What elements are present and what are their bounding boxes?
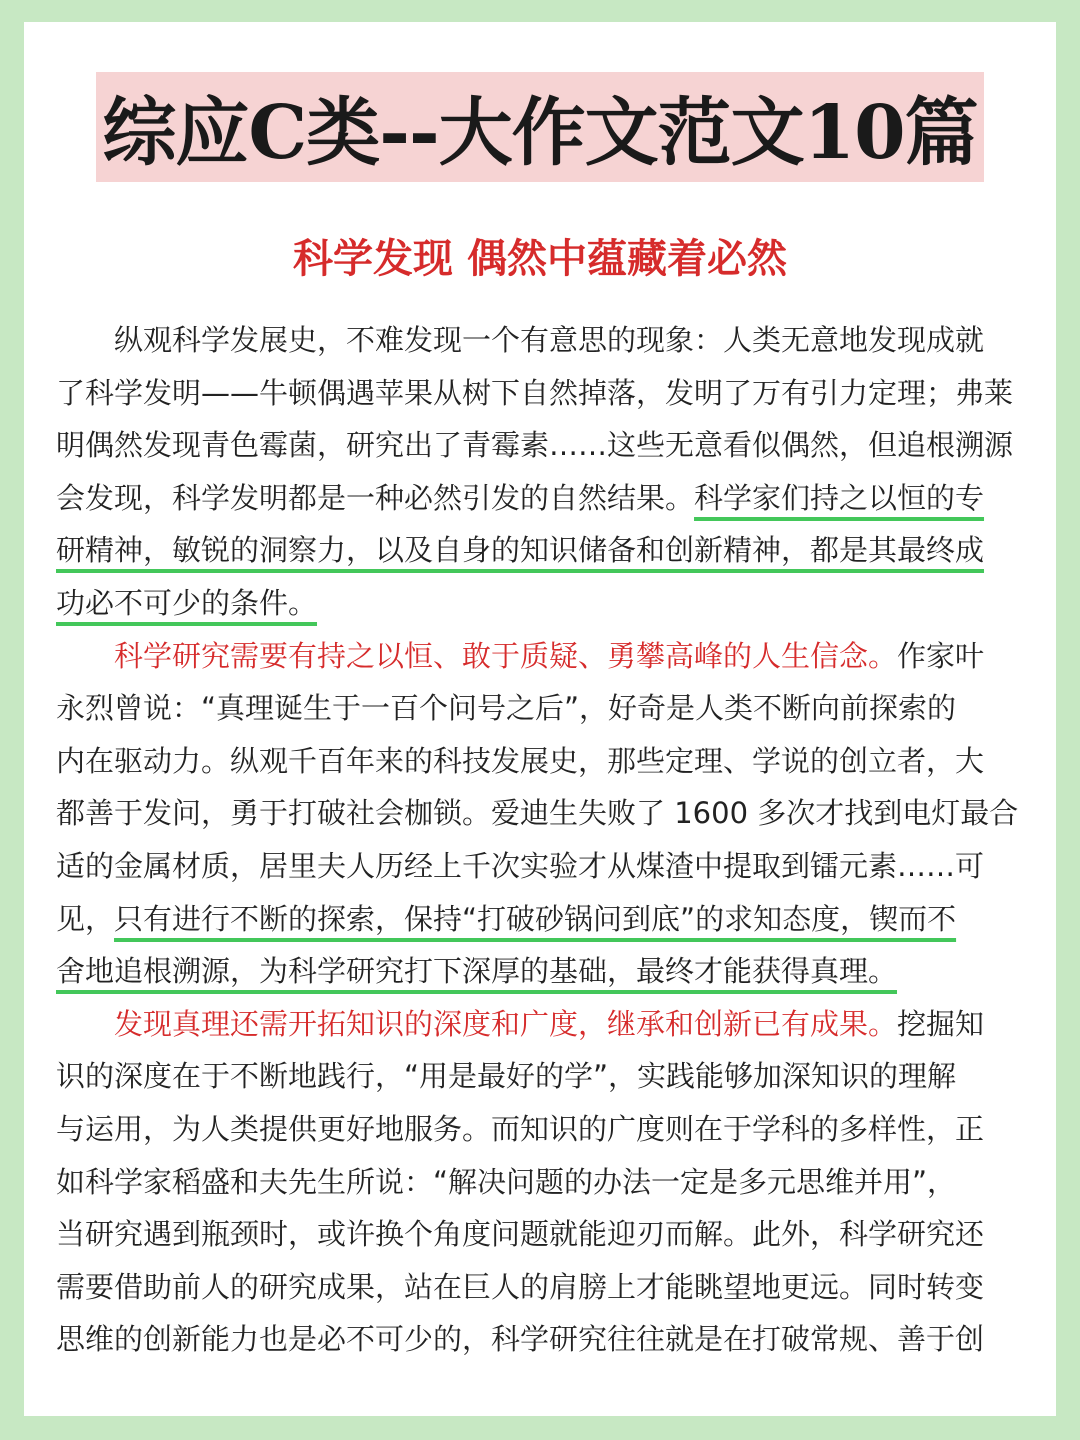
text-line — [56, 314, 1024, 367]
text-line — [56, 1103, 1024, 1156]
body-text: 纵观科学发展史，不难发现一个有意思的现象：人类无意地发现成就 — [114, 323, 985, 357]
essay-body — [56, 314, 1024, 1366]
text-line — [56, 630, 1024, 683]
title-banner — [96, 72, 984, 182]
body-text: 当研究遇到瓶颈时，或许换个角度问题就能迎刃而解。此外，科学研究还 — [56, 1217, 985, 1252]
body-text: 与运用，为人类提供更好地服务。而知识的广度则在于学科的多样性，正 — [56, 1111, 985, 1146]
underlined-text: 功必不可少的条件。 — [56, 585, 318, 620]
essay-subtitle: 科学发现 偶然中蕴藏着必然 — [293, 236, 787, 282]
text-line — [56, 577, 1024, 630]
document-page — [24, 22, 1056, 1416]
body-text: 作家叶 — [897, 638, 985, 673]
text-line — [56, 472, 1024, 525]
text-line — [56, 998, 1024, 1051]
text-line — [56, 419, 1024, 472]
body-text: 明偶然发现青色霉菌，研究出了青霉素……这些无意看似偶然，但追根溯源 — [56, 428, 1014, 463]
page-title: 综应C类--大作文范文10篇 — [102, 90, 978, 176]
underlined-text: 只有进行不断的探索，保持“打破砂锅问到底”的求知态度，锲而不 — [114, 901, 957, 936]
underlined-text: 舍地追根溯源，为科学研究打下深厚的基础，最终才能获得真理。 — [56, 954, 898, 989]
underlined-text: 科学家们持之以恒的专 — [694, 480, 985, 515]
text-line — [56, 367, 1024, 420]
text-line — [56, 787, 1024, 840]
body-text: 思维的创新能力也是必不可少的，科学研究往往就是在打破常规、善于创 — [56, 1322, 985, 1357]
body-text: 都善于发问，勇于打破社会枷锁。爱迪生失败了 1600 多次才找到电灯最合 — [56, 796, 1019, 831]
text-line — [56, 945, 1024, 998]
body-text: 适的金属材质，居里夫人历经上千次实验才从煤渣中提取到镭元素……可 — [56, 848, 985, 883]
text-line — [56, 1313, 1024, 1366]
body-text: 识的深度在于不断地践行，“用是最好的学”，实践能够加深知识的理解 — [56, 1059, 957, 1094]
body-text: 内在驱动力。纵观千百年来的科技发展史，那些定理、学说的创立者，大 — [56, 743, 985, 778]
body-text: 挖掘知 — [897, 1006, 985, 1041]
text-line — [56, 735, 1024, 788]
highlighted-text: 科学研究需要有持之以恒、敢于质疑、勇攀高峰的人生信念。 — [114, 638, 898, 673]
body-text: 会发现，科学发明都是一种必然引发的自然结果。 — [56, 480, 695, 515]
text-line — [56, 524, 1024, 577]
text-line — [56, 840, 1024, 893]
body-text: 见， — [56, 901, 115, 936]
text-line — [56, 893, 1024, 946]
text-line — [56, 1208, 1024, 1261]
body-text: 如科学家稻盛和夫先生所说：“解决问题的办法一定是多元思维并用”， — [56, 1164, 957, 1199]
body-text: 了科学发明——牛顿偶遇苹果从树下自然掉落，发明了万有引力定理；弗莱 — [56, 375, 1014, 410]
body-text: 永烈曾说：“真理诞生于一百个问号之后”，好奇是人类不断向前探索的 — [56, 691, 957, 726]
body-text: 需要借助前人的研究成果，站在巨人的肩膀上才能眺望地更远。同时转变 — [56, 1269, 985, 1304]
highlighted-text: 发现真理还需开拓知识的深度和广度，继承和创新已有成果。 — [114, 1006, 898, 1041]
text-line — [56, 1261, 1024, 1314]
text-line — [56, 1156, 1024, 1209]
text-line — [56, 682, 1024, 735]
underlined-text: 研精神，敏锐的洞察力，以及自身的知识储备和创新精神，都是其最终成 — [56, 533, 985, 568]
text-line — [56, 1050, 1024, 1103]
